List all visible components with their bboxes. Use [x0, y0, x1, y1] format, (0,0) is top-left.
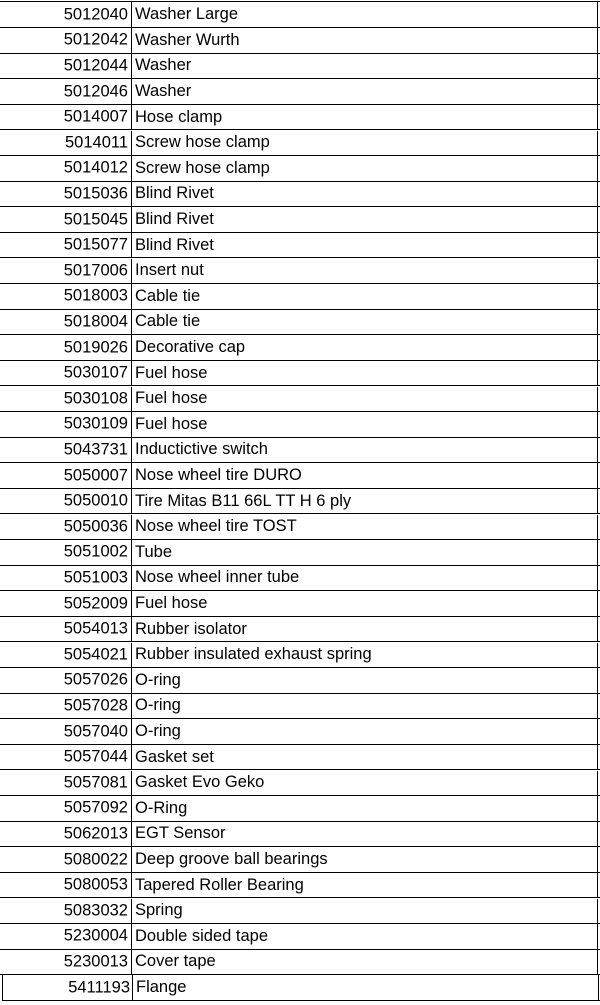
description-cell: Washer Large: [131, 2, 598, 27]
description-cell: Gasket set: [131, 745, 598, 770]
part-number-cell: 5043731: [63, 440, 128, 459]
description-cell: Cover tape: [131, 950, 598, 975]
part-number-cell: 5052009: [63, 594, 128, 613]
description-cell: Washer: [131, 79, 598, 104]
description-cell: Blind Rivet: [131, 233, 598, 258]
description-cell: Blind Rivet: [131, 182, 598, 207]
description-cell: Fuel hose: [131, 361, 598, 386]
part-number-cell: 5014012: [63, 158, 128, 177]
table-row: [0, 873, 600, 899]
part-number-cell: 5030108: [63, 389, 128, 408]
table-row: [0, 566, 600, 592]
table-row: [0, 182, 600, 208]
table-row: [0, 489, 600, 515]
description-cell: Tube: [131, 540, 598, 565]
part-number-cell: 5050010: [63, 491, 128, 510]
description-cell: Spring: [131, 899, 598, 924]
table-row: [0, 387, 600, 413]
table-row: [0, 233, 600, 259]
description-cell: Decorative cap: [131, 335, 598, 360]
part-number-cell: 5057044: [63, 747, 128, 766]
part-number-cell: 5012042: [63, 30, 128, 49]
table-row: [0, 924, 600, 950]
part-number-cell: 5083032: [63, 901, 128, 920]
description-cell: Cable tie: [131, 310, 598, 335]
description-cell: EGT Sensor: [131, 822, 598, 847]
table-row: [0, 438, 600, 464]
table-row: [0, 335, 600, 361]
table-row: [0, 259, 600, 285]
description-cell: Tire Mitas B11 66L TT H 6 ply: [131, 489, 598, 514]
table-row: [0, 463, 600, 489]
part-number-cell: 5057092: [63, 798, 128, 817]
part-number-cell: 5030107: [63, 363, 128, 382]
part-number-cell: 5054021: [63, 645, 128, 664]
part-number-cell: 5050007: [63, 466, 128, 485]
part-number-cell: 5230013: [63, 952, 128, 971]
part-number-cell: 5080022: [63, 850, 128, 869]
table-row: [0, 105, 600, 131]
description-cell: Fuel hose: [131, 412, 598, 437]
description-cell: O-ring: [131, 668, 598, 693]
table-row: [0, 617, 600, 643]
table-row: [0, 131, 600, 157]
description-cell: O-ring: [131, 694, 598, 719]
description-cell: Fuel hose: [131, 591, 598, 616]
part-number-cell: 5051002: [63, 542, 128, 561]
part-number-cell: 5051003: [63, 568, 128, 587]
table-row: [0, 771, 600, 797]
part-number-cell: 5054013: [63, 619, 128, 638]
part-number-cell: 5411193: [68, 978, 130, 997]
part-number-cell: 5062013: [63, 824, 128, 843]
table-row: [0, 847, 600, 873]
description-cell: Insert nut: [131, 259, 598, 284]
description-cell: Gasket Evo Geko: [131, 771, 598, 796]
description-cell: O-ring: [131, 719, 598, 744]
part-number-cell: 5012046: [63, 82, 128, 101]
description-cell: Nose wheel inner tube: [131, 566, 598, 591]
description-cell: Fuel hose: [131, 387, 598, 412]
part-number-cell: 5050036: [63, 517, 128, 536]
part-number-cell: 5030109: [63, 414, 128, 433]
description-cell: Rubber insulated exhaust spring: [131, 643, 598, 668]
part-number-cell: 5012044: [63, 56, 128, 75]
part-number-cell: 5057081: [63, 773, 128, 792]
description-cell: Deep groove ball bearings: [131, 847, 598, 872]
table-row: [0, 950, 600, 976]
table-row: [0, 156, 600, 182]
part-number-cell: 5019026: [63, 338, 128, 357]
description-cell: Nose wheel tire TOST: [131, 515, 598, 540]
table-row: [0, 310, 600, 336]
table-row: [0, 207, 600, 233]
table-row: [0, 284, 600, 310]
table-row: [0, 515, 600, 541]
description-cell: Washer Wurth: [131, 28, 598, 53]
part-number-cell: 5014007: [63, 107, 128, 126]
table-row: [0, 361, 600, 387]
part-number-cell: 5012040: [63, 5, 128, 24]
part-number-cell: 5018004: [63, 312, 128, 331]
part-number-cell: 5017006: [63, 261, 128, 280]
part-number-cell: 5057026: [63, 670, 128, 689]
description-cell: Washer: [131, 54, 598, 79]
description-cell: O-Ring: [131, 796, 598, 821]
table-row: [0, 54, 600, 80]
description-cell: Inductictive switch: [131, 438, 598, 463]
description-cell: Nose wheel tire DURO: [131, 463, 598, 488]
table-row: [2, 975, 600, 1001]
table-row: [0, 796, 600, 822]
description-cell: Hose clamp: [131, 105, 598, 130]
part-number-cell: 5018003: [63, 286, 128, 305]
description-cell: Tapered Roller Bearing: [131, 873, 598, 898]
table-row: [0, 79, 600, 105]
part-number-cell: 5015077: [63, 235, 128, 254]
part-number-cell: 5015045: [63, 210, 128, 229]
table-row: [0, 719, 600, 745]
table-row: [0, 1, 600, 28]
description-cell: Cable tie: [131, 284, 598, 309]
table-row: [0, 28, 600, 54]
table-row: [0, 668, 600, 694]
table-row: [0, 745, 600, 771]
table-row: [0, 899, 600, 925]
part-number-cell: 5014011: [64, 133, 128, 152]
description-cell: Rubber isolator: [131, 617, 598, 642]
table-row: [0, 822, 600, 848]
description-cell: Screw hose clamp: [131, 156, 598, 181]
table-row: [0, 540, 600, 566]
table-row: [0, 694, 600, 720]
part-number-cell: 5057040: [63, 722, 128, 741]
description-cell: Blind Rivet: [131, 207, 598, 232]
table-row: [0, 412, 600, 438]
part-number-cell: 5230004: [63, 926, 128, 945]
table-row: [0, 643, 600, 669]
description-cell: Double sided tape: [131, 924, 598, 949]
description-cell: Flange: [132, 975, 599, 1000]
table-row: [0, 591, 600, 617]
description-cell: Screw hose clamp: [131, 131, 598, 156]
part-number-cell: 5080053: [63, 875, 128, 894]
part-number-cell: 5057028: [63, 696, 128, 715]
part-number-cell: 5015036: [63, 184, 128, 203]
